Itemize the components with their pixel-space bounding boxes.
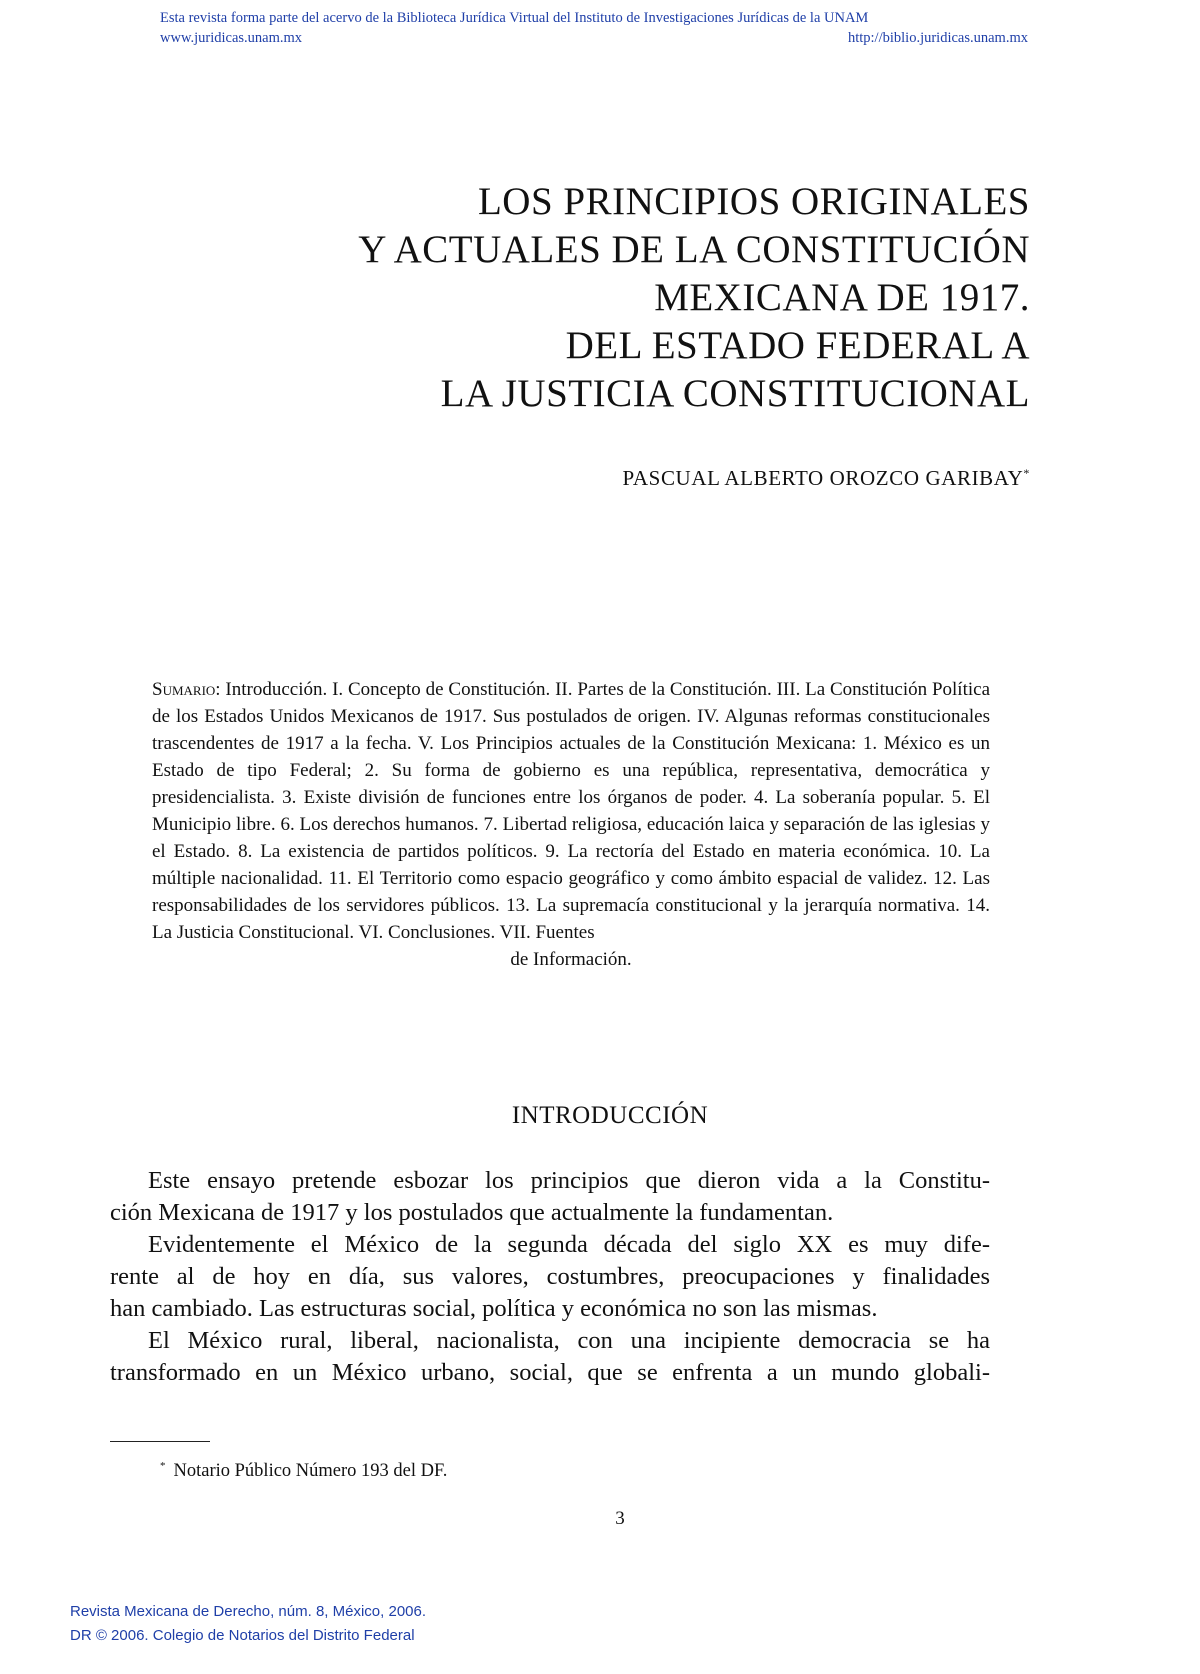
summary-label: Sumario:: [152, 679, 221, 700]
footnote-divider: [110, 1441, 210, 1442]
body-line: han cambiado. Las estructuras social, política y económica no son las mismas.: [110, 1295, 878, 1322]
title-line: MEXICANA DE 1917.: [654, 276, 1030, 319]
author-byline: [623, 466, 1030, 491]
body-line: Evidentemente el México de la segunda década del siglo XX es muy dife-: [148, 1231, 990, 1258]
site-link-left[interactable]: www.juridicas.unam.mx: [160, 30, 303, 46]
summary-block: [152, 676, 990, 973]
title-line: DEL ESTADO FEDERAL A: [565, 324, 1030, 367]
title-line: LOS PRINCIPIOS ORIGINALES: [477, 180, 1030, 223]
body-line: transformado en un México urbano, social, que se enfrenta a un mundo globali-: [110, 1359, 990, 1386]
page-number: 3: [615, 1508, 625, 1529]
footnote-mark: *: [160, 1460, 166, 1472]
copyright-notice: DR © 2006. Colegio de Notarios del Distrito Federal: [70, 1627, 415, 1644]
title-line: Y ACTUALES DE LA CONSTITUCIÓN: [358, 228, 1030, 271]
article-title: [270, 178, 1030, 418]
footnote-text: Notario Público Número 193 del DF.: [173, 1461, 448, 1482]
summary-text: Introducción. I. Concepto de Constitución. II. Partes de la Constitución. III. La Constitución Política de los Estados Unidos Mexicanos de 1917. Sus postulados de origen. IV. Algunas reformas constitucionales trascendentes de 1917 a la fecha. V. Los Principios actuales de la Constitución Mexicana: 1. México es un Estado de tipo Federal; 2. Su forma de gobierno es una república, representativa, democrática y presidencialista. 3. Existe división de funciones entre los órganos de poder. 4. La soberanía popular. 5. El Municipio libre. 6. Los derechos humanos. 7. Libertad religiosa, educación laica y separación de las iglesias y el Estado. 8. La existencia de partidos políticos. 9. La rectoría del Estado en materia económica. 10. La múltiple nacionalidad. 11. El Territorio como espacio geográfico y como ámbito espacial de validez. 12. Las responsabilidades de los servidores públicos. 13. La supremacía constitucional y la jerarquía normativa. 14. La Justicia Constitucional. VI. Conclusiones. VII. Fuentes: [152, 679, 991, 943]
body-line: El México rural, liberal, nacionalista, con una incipiente democracia se ha: [148, 1327, 990, 1354]
title-line: LA JUSTICIA CONSTITUCIONAL: [440, 372, 1030, 415]
site-link-right[interactable]: http://biblio.juridicas.unam.mx: [847, 30, 1028, 46]
citation-footer: [70, 1600, 426, 1648]
repository-notice: Esta revista forma parte del acervo de la Biblioteca Jurídica Virtual del Instituto de Investigaciones Jurídicas de la UNAM: [160, 10, 869, 26]
section-heading: INTRODUCCIÓN: [511, 1102, 709, 1129]
body-line: rente al de hoy en día, sus valores, costumbres, preocupaciones y finalidades: [110, 1263, 990, 1290]
summary-last-line: de Información.: [510, 949, 632, 970]
footnote: [160, 1460, 447, 1482]
author-footnote-mark: *: [1023, 466, 1030, 480]
body-line: ción Mexicana de 1917 y los postulados que actualmente la fundamentan.: [110, 1199, 834, 1226]
body-line: Este ensayo pretende esbozar los principios que dieron vida a la Constitu-: [148, 1167, 990, 1194]
body-text: [110, 1165, 990, 1389]
journal-citation: Revista Mexicana de Derecho, núm. 8, México, 2006.: [70, 1603, 427, 1620]
author-name: PASCUAL ALBERTO OROZCO GARIBAY: [622, 466, 1024, 490]
